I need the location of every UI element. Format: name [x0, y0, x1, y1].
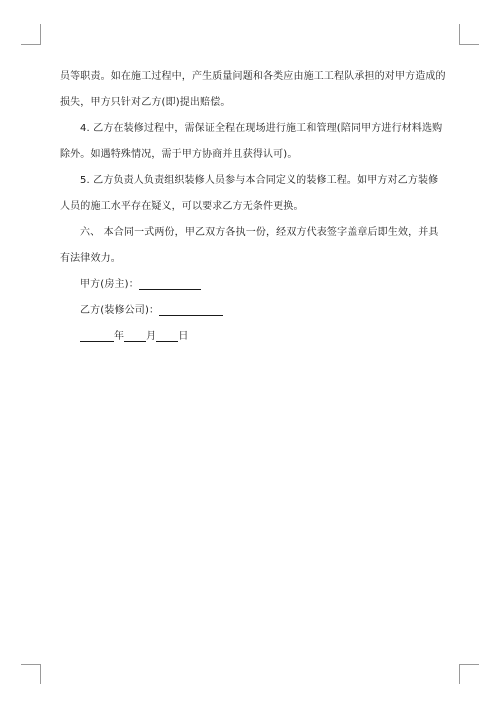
- crop-mark-top-left: [21, 44, 41, 45]
- paragraph-continuation: 员等职责。如在施工过程中，产生质量问题和各类应由施工工程队承担的对甲方造成的损失，甲方只针对乙方(即)提出赔偿。: [60, 71, 446, 108]
- month-blank: [124, 329, 146, 342]
- month-label: 月: [146, 331, 157, 342]
- paragraph-clause-6: 六、 本合同一式两份，甲乙双方各执一份，经双方代表签字盖章后即生效，并具有法律效力。: [60, 227, 439, 264]
- paragraph-clause-5: 5. 乙方负责人负责组织装修人员参与本合同定义的装修工程。如甲方对乙方装修人员的施工水平存在疑义，可以要求乙方无条件更换。: [60, 175, 439, 212]
- crop-mark-bottom-left: [40, 664, 41, 684]
- crop-mark-top-right: [459, 24, 460, 44]
- crop-mark-top-left: [40, 24, 41, 44]
- year-label: 年: [114, 331, 125, 342]
- signature-party-a: [60, 272, 448, 298]
- party-b-label: 乙方(装修公司)：: [80, 305, 160, 316]
- crop-mark-bottom-right: [459, 664, 460, 684]
- party-a-signature-blank: [139, 277, 201, 290]
- year-blank: [80, 329, 114, 342]
- party-b-signature-blank: [159, 303, 223, 316]
- paragraph-clause-4: 4. 乙方在装修过程中，需保证全程在现场进行施工和管理(陪同甲方进行材料选购除外。如遇特殊情况，需于甲方协商并且获得认可)。: [60, 123, 443, 160]
- day-blank: [156, 329, 178, 342]
- document-body: [60, 64, 448, 350]
- crop-mark-bottom-left: [21, 664, 41, 665]
- day-label: 日: [178, 331, 189, 342]
- signature-party-b: [60, 298, 448, 324]
- party-a-label: 甲方(房主)：: [80, 279, 139, 290]
- crop-mark-bottom-right: [459, 664, 479, 665]
- signature-date: [60, 324, 448, 350]
- crop-mark-top-right: [459, 44, 479, 45]
